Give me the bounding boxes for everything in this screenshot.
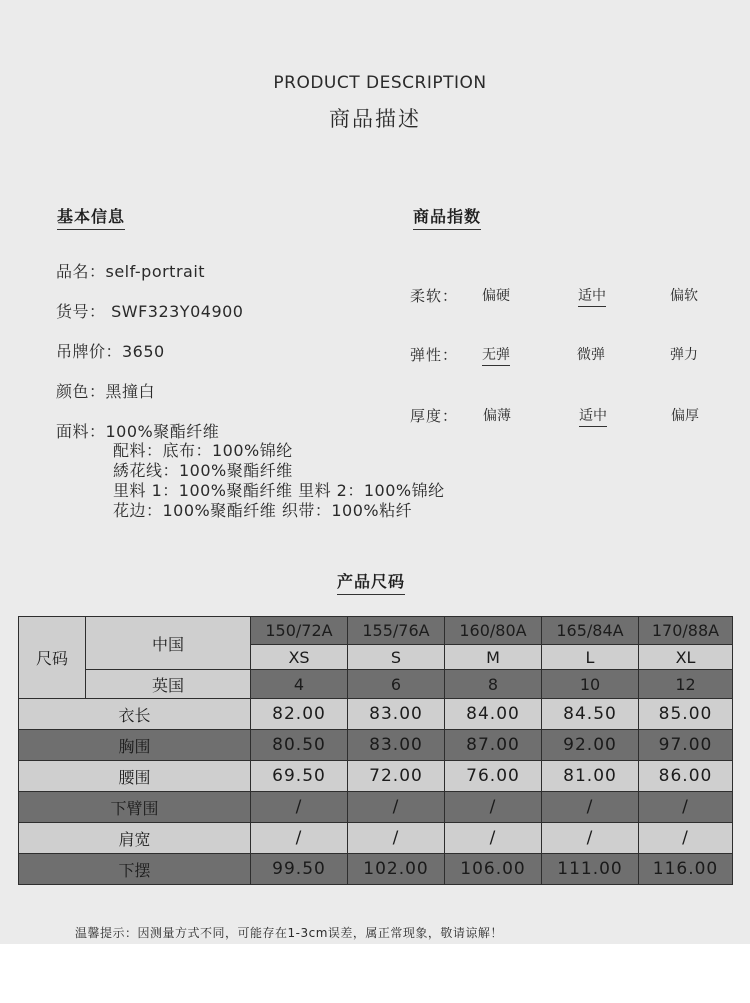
measure-value: 97.00	[639, 730, 733, 761]
measure-value: 76.00	[445, 761, 542, 792]
measure-value: 80.50	[251, 730, 348, 761]
measure-value: /	[445, 823, 542, 854]
product-color: 颜色：黑撞白	[56, 382, 156, 401]
title-english: PRODUCT DESCRIPTION	[273, 73, 487, 93]
china-size-row	[19, 617, 733, 645]
uk-size-cell: 6	[348, 670, 445, 699]
measure-value: 85.00	[639, 699, 733, 730]
measure-row-hem	[19, 854, 733, 885]
uk-size-cell: 4	[251, 670, 348, 699]
size-corner-cell: 尺码	[19, 617, 86, 699]
fabric-line: 花边：100%聚酯纤维 织带：100%粘纤	[113, 501, 413, 520]
china-size-cell: 150/72A	[251, 617, 348, 645]
fabric-line: 面料：100%聚酯纤维	[56, 422, 220, 441]
measure-value: 69.50	[251, 761, 348, 792]
softness-option: 偏软	[670, 288, 698, 304]
measure-row-waist	[19, 761, 733, 792]
measure-value: 72.00	[348, 761, 445, 792]
measure-row-bust	[19, 730, 733, 761]
product-name: 品名：self-portrait	[56, 262, 206, 281]
product-sku: 货号： SWF323Y04900	[56, 302, 244, 321]
letter-size-cell: M	[445, 645, 542, 670]
letter-size-cell: XL	[639, 645, 733, 670]
elasticity-option-selected: 无弹	[482, 344, 510, 366]
basic-info-heading: 基本信息	[57, 204, 125, 230]
measure-value: 106.00	[445, 854, 542, 885]
measure-value: 84.00	[445, 699, 542, 730]
measure-value: /	[639, 823, 733, 854]
title-chinese: 商品描述	[329, 107, 421, 131]
fabric-line: 配料：底布：100%锦纶	[113, 441, 293, 460]
measure-value: 84.50	[542, 699, 639, 730]
product-index-heading: 商品指数	[413, 204, 481, 230]
china-size-cell: 170/88A	[639, 617, 733, 645]
china-size-cell: 165/84A	[542, 617, 639, 645]
softness-option: 偏硬	[482, 288, 510, 304]
thickness-option-selected: 适中	[579, 405, 607, 427]
softness-option-selected: 适中	[578, 285, 606, 307]
measure-row-forearm	[19, 792, 733, 823]
elasticity-option: 弹力	[670, 347, 698, 363]
thickness-option: 偏薄	[483, 408, 511, 424]
size-table	[18, 616, 733, 885]
thickness-option: 偏厚	[671, 408, 699, 424]
fabric-line: 里料 1：100%聚酯纤维 里料 2：100%锦纶	[113, 481, 445, 500]
measure-value: 87.00	[445, 730, 542, 761]
measure-value: /	[348, 792, 445, 823]
letter-size-cell: S	[348, 645, 445, 670]
measure-value: 99.50	[251, 854, 348, 885]
measure-value: 81.00	[542, 761, 639, 792]
fabric-line: 綉花线：100%聚酯纤维	[113, 461, 293, 480]
measure-value: /	[639, 792, 733, 823]
measure-value: 83.00	[348, 730, 445, 761]
softness-label: 柔软：	[410, 287, 459, 305]
measure-value: 111.00	[542, 854, 639, 885]
measure-value: /	[251, 792, 348, 823]
measure-value: 92.00	[542, 730, 639, 761]
measure-value: 83.00	[348, 699, 445, 730]
measure-label: 衣长	[19, 699, 251, 730]
elasticity-label: 弹性：	[410, 346, 459, 364]
size-chart-heading: 产品尺码	[337, 569, 405, 595]
elasticity-option: 微弹	[577, 347, 605, 363]
measure-label: 下臂围	[19, 792, 251, 823]
thickness-label: 厚度：	[410, 407, 459, 425]
china-size-cell: 155/76A	[348, 617, 445, 645]
measure-value: /	[542, 792, 639, 823]
measure-row-length	[19, 699, 733, 730]
letter-size-cell: L	[542, 645, 639, 670]
measure-value: 116.00	[639, 854, 733, 885]
measure-row-shoulder	[19, 823, 733, 854]
measure-value: /	[445, 792, 542, 823]
measure-value: 82.00	[251, 699, 348, 730]
china-size-cell: 160/80A	[445, 617, 542, 645]
measure-value: 102.00	[348, 854, 445, 885]
product-price: 吊牌价：3650	[56, 342, 165, 361]
letter-size-cell: XS	[251, 645, 348, 670]
uk-label: 英国	[86, 670, 251, 699]
uk-size-row	[19, 670, 733, 699]
measure-value: 86.00	[639, 761, 733, 792]
measure-label: 肩宽	[19, 823, 251, 854]
measure-label: 腰围	[19, 761, 251, 792]
measurement-note: 温馨提示：因测量方式不同，可能存在1-3cm误差，属正常现象，敬请谅解！	[75, 926, 503, 940]
uk-size-cell: 12	[639, 670, 733, 699]
uk-size-cell: 10	[542, 670, 639, 699]
uk-size-cell: 8	[445, 670, 542, 699]
measure-label: 下摆	[19, 854, 251, 885]
measure-value: /	[542, 823, 639, 854]
measure-value: /	[251, 823, 348, 854]
measure-value: /	[348, 823, 445, 854]
china-label: 中国	[86, 617, 251, 670]
measure-label: 胸围	[19, 730, 251, 761]
